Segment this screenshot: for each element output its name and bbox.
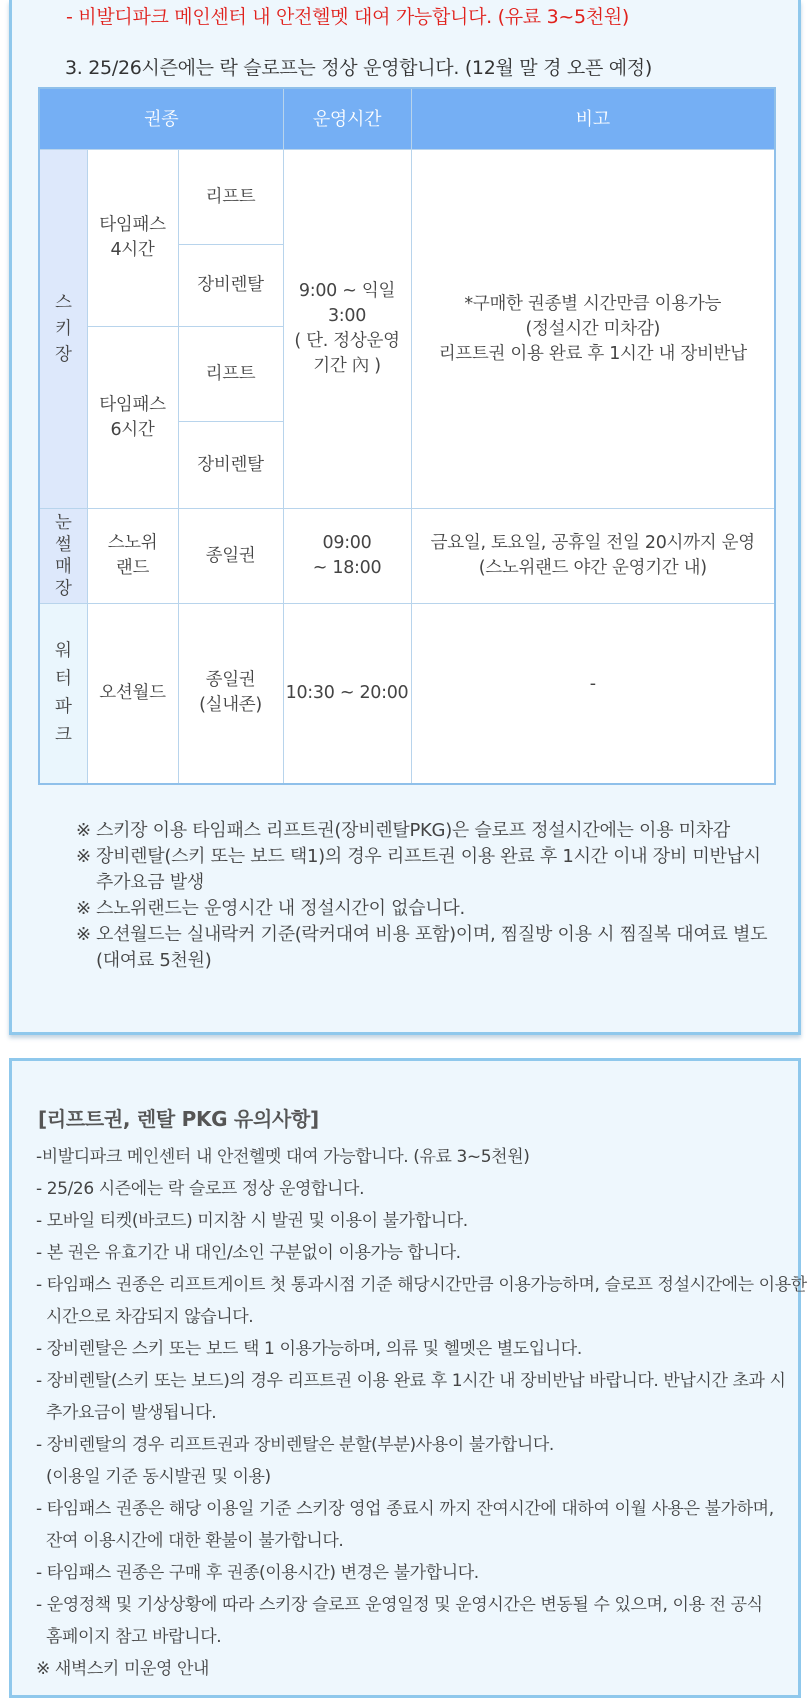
notice-line: - 본 권은 유효기간 내 대인/소인 구분없이 이용가능 합니다. xyxy=(36,1243,461,1263)
pkg-notice-panel xyxy=(9,1058,807,1698)
notice-line: 잔여 이용시간에 대한 환불이 불가합니다. xyxy=(46,1531,344,1551)
ticket-rental: 장비렌탈 xyxy=(178,422,283,509)
notice-line: - 타임패스 권종은 구매 후 권종(이용시간) 변경은 불가합니다. xyxy=(36,1563,479,1583)
notice-line: -비발디파크 메인센터 내 안전헬멧 대여 가능합니다. (유료 3~5천원) xyxy=(36,1147,530,1167)
pkg-notice-list xyxy=(36,1141,807,1685)
pricing-panel xyxy=(9,0,801,1035)
snowyland-ticket: 종일권 xyxy=(178,509,283,604)
zone-snow-sled: 눈 썰 매 장 xyxy=(39,509,87,604)
notice-line: - 장비렌탈은 스키 또는 보드 택 1 이용가능하며, 의류 및 헬멧은 별도입니다. xyxy=(36,1339,582,1359)
footnote: ※ 장비렌탈(스키 또는 보드 택1)의 경우 리프트권 이용 완료 후 1시간 이내 장비 미반납시 추가요금 발생 xyxy=(76,846,761,893)
footnote: ※ 스키장 이용 타임패스 리프트권(장비렌탈PKG)은 슬로프 정설시간에는 이용 미차감 xyxy=(76,820,730,841)
footnote: ※ 스노위랜드는 운영시간 내 정설시간이 없습니다. xyxy=(76,898,465,919)
notice-line: - 장비렌탈의 경우 리프트권과 장비렌탈은 분할(부분)사용이 불가합니다. xyxy=(36,1435,554,1455)
ticket-lift: 리프트 xyxy=(178,150,283,245)
ski-hours: 9:00 ~ 익일 3:00 ( 단. 정상운영 기간 內 ) xyxy=(283,150,411,509)
header-hours: 운영시간 xyxy=(283,88,411,150)
snowyland-remarks: 금요일, 토요일, 공휴일 전일 20시까지 운영 (스노위랜드 야간 운영기간 내) xyxy=(411,509,775,604)
notice-line: - 타임패스 권종은 리프트게이트 첫 통과시점 기준 해당시간만큼 이용가능하며, 슬로프 정설시간에는 이용한 xyxy=(36,1275,807,1295)
notice-line: (이용일 기준 동시발권 및 이용) xyxy=(46,1467,271,1487)
table-footnotes xyxy=(66,818,767,974)
footnote: ※ 오션월드는 실내락커 기준(락커대여 비용 포함)이며, 찜질방 이용 시 찜질복 대여료 별도 (대여료 5천원) xyxy=(76,924,768,971)
notice-line: - 운영정책 및 기상상황에 따라 스키장 슬로프 운영일정 및 운영시간은 변동될 수 있으며, 이용 전 공식 xyxy=(36,1595,763,1615)
section-3-heading: 3. 25/26시즌에는 락 슬로프는 정상 운영합니다. (12월 말 경 오픈 예정) xyxy=(65,57,652,79)
header-ticket-type: 권종 xyxy=(39,88,283,150)
notice-line: - 타임패스 권종은 해당 이용일 기준 스키장 영업 종료시 까지 잔여시간에 대하여 이월 사용은 불가하며, xyxy=(36,1499,774,1519)
notice-line: 시간으로 차감되지 않습니다. xyxy=(46,1307,254,1327)
oceanworld-remarks: - xyxy=(411,604,775,784)
notice-line: 추가요금이 발생됩니다. xyxy=(46,1403,217,1423)
notice-line: - 모바일 티켓(바코드) 미지참 시 발권 및 이용이 불가합니다. xyxy=(36,1211,468,1231)
ticket-rental: 장비렌탈 xyxy=(178,245,283,327)
notice-line: - 25/26 시즌에는 락 슬로프 정상 운영합니다. xyxy=(36,1179,365,1199)
pkg-notice-title: [리프트권, 렌탈 PKG 유의사항] xyxy=(38,1107,319,1131)
timepass-4h: 타임패스 4시간 xyxy=(87,150,178,327)
operation-hours-table xyxy=(38,87,776,785)
oceanworld-place: 오션월드 xyxy=(87,604,178,784)
oceanworld-ticket: 종일권 (실내존) xyxy=(178,604,283,784)
zone-waterpark: 워 터 파 크 xyxy=(39,604,87,784)
notice-line: - 장비렌탈(스키 또는 보드)의 경우 리프트권 이용 완료 후 1시간 내 장비반납 바랍니다. 반납시간 초과 시 xyxy=(36,1371,786,1391)
ski-remarks: *구매한 권종별 시간만큼 이용가능 (정설시간 미차감) 리프트권 이용 완료 후 1시간 내 장비반납 xyxy=(411,150,775,509)
snowyland-hours: 09:00 ~ 18:00 xyxy=(283,509,411,604)
helmet-rental-notice: - 비발디파크 메인센터 내 안전헬멧 대여 가능합니다. (유료 3~5천원) xyxy=(66,6,629,28)
ticket-lift: 리프트 xyxy=(178,327,283,422)
zone-ski: 스 키 장 xyxy=(39,150,87,509)
timepass-6h: 타임패스 6시간 xyxy=(87,327,178,509)
notice-line: ※ 새벽스키 미운영 안내 xyxy=(36,1659,210,1679)
header-remarks: 비고 xyxy=(411,88,775,150)
snowyland-place: 스노위 랜드 xyxy=(87,509,178,604)
notice-line: 홈페이지 참고 바랍니다. xyxy=(46,1627,222,1647)
oceanworld-hours: 10:30 ~ 20:00 xyxy=(283,604,411,784)
